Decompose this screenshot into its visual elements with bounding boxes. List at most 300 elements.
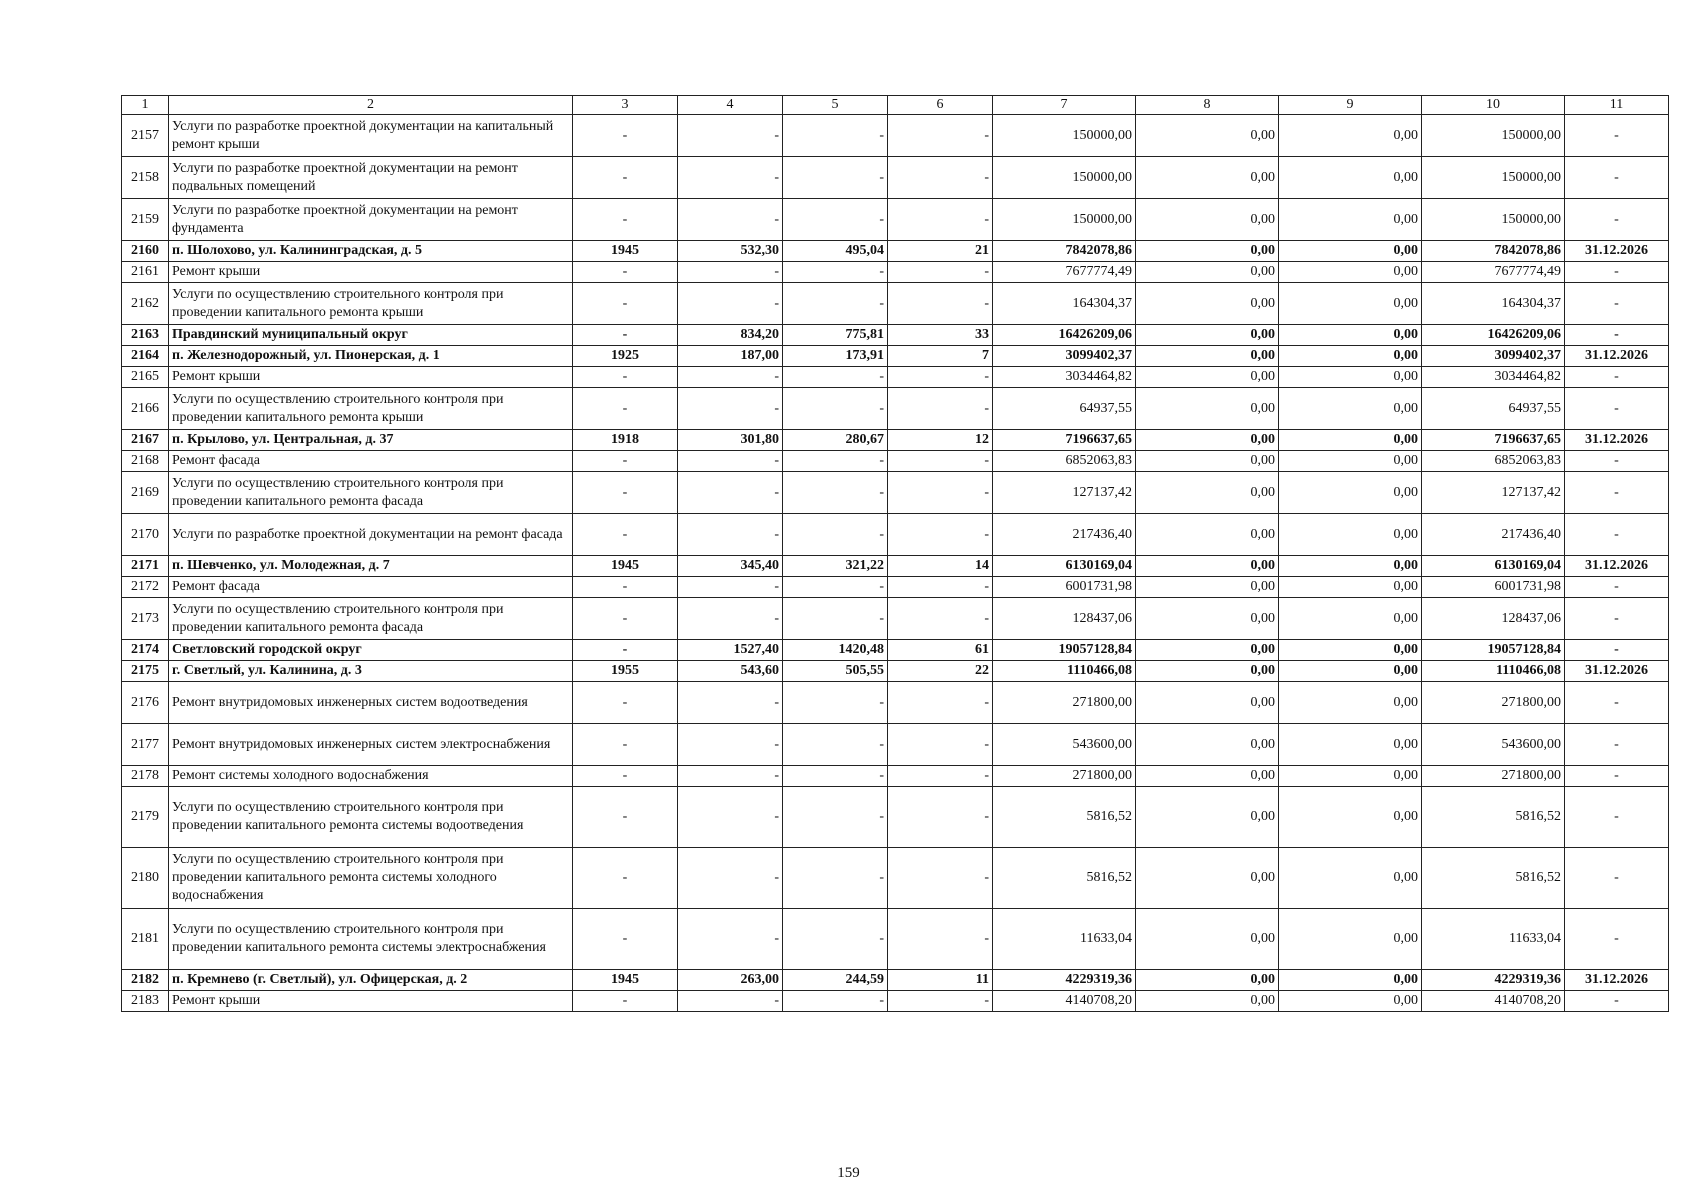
col-4-cell: -: [678, 514, 783, 556]
col-10-cell: 128437,06: [1422, 598, 1565, 640]
col-7-cell: 128437,06: [993, 598, 1136, 640]
col-6-cell: -: [888, 115, 993, 157]
col-6-cell: 61: [888, 640, 993, 661]
col-9-cell: 0,00: [1279, 787, 1422, 848]
col-4-cell: 187,00: [678, 346, 783, 367]
col-7-cell: 271800,00: [993, 766, 1136, 787]
col-5-cell: -: [783, 909, 888, 970]
col-3-cell: -: [573, 577, 678, 598]
col-3-cell: -: [573, 199, 678, 241]
col-3-cell: -: [573, 283, 678, 325]
col-3-cell: -: [573, 472, 678, 514]
col-10-cell: 6130169,04: [1422, 556, 1565, 577]
col-8-cell: 0,00: [1136, 556, 1279, 577]
row-number: 2165: [122, 367, 169, 388]
col-4-cell: -: [678, 991, 783, 1012]
col-9-cell: 0,00: [1279, 514, 1422, 556]
row-description: Услуги по разработке проектной документации на ремонт фундамента: [169, 199, 573, 241]
table-row: [122, 346, 1669, 367]
column-header: 11: [1565, 96, 1669, 115]
col-3-cell: -: [573, 115, 678, 157]
col-7-cell: 6852063,83: [993, 451, 1136, 472]
col-8-cell: 0,00: [1136, 909, 1279, 970]
col-8-cell: 0,00: [1136, 787, 1279, 848]
column-header: 1: [122, 96, 169, 115]
row-description: г. Светлый, ул. Калинина, д. 3: [169, 661, 573, 682]
row-number: 2173: [122, 598, 169, 640]
col-4-cell: -: [678, 157, 783, 199]
col-6-cell: 11: [888, 970, 993, 991]
col-5-cell: -: [783, 157, 888, 199]
col-6-cell: -: [888, 367, 993, 388]
row-description: п. Крылово, ул. Центральная, д. 37: [169, 430, 573, 451]
col-8-cell: 0,00: [1136, 577, 1279, 598]
row-number: 2180: [122, 848, 169, 909]
table-row: [122, 787, 1669, 848]
col-5-cell: 244,59: [783, 970, 888, 991]
col-5-cell: -: [783, 598, 888, 640]
col-7-cell: 7196637,65: [993, 430, 1136, 451]
col-7-cell: 5816,52: [993, 787, 1136, 848]
col-9-cell: 0,00: [1279, 157, 1422, 199]
col-9-cell: 0,00: [1279, 451, 1422, 472]
row-number: 2157: [122, 115, 169, 157]
col-6-cell: 7: [888, 346, 993, 367]
col-6-cell: 33: [888, 325, 993, 346]
row-number: 2177: [122, 724, 169, 766]
col-9-cell: 0,00: [1279, 346, 1422, 367]
col-8-cell: 0,00: [1136, 598, 1279, 640]
col-11-cell: -: [1565, 766, 1669, 787]
col-3-cell: -: [573, 640, 678, 661]
col-4-cell: -: [678, 787, 783, 848]
row-description: Ремонт фасада: [169, 577, 573, 598]
col-5-cell: -: [783, 724, 888, 766]
col-7-cell: 3099402,37: [993, 346, 1136, 367]
col-8-cell: 0,00: [1136, 724, 1279, 766]
col-8-cell: 0,00: [1136, 283, 1279, 325]
col-10-cell: 543600,00: [1422, 724, 1565, 766]
table-row: [122, 451, 1669, 472]
table-row: [122, 199, 1669, 241]
col-6-cell: -: [888, 991, 993, 1012]
table-row: [122, 430, 1669, 451]
col-4-cell: 532,30: [678, 241, 783, 262]
col-6-cell: 21: [888, 241, 993, 262]
column-header: 3: [573, 96, 678, 115]
col-5-cell: 173,91: [783, 346, 888, 367]
col-9-cell: 0,00: [1279, 682, 1422, 724]
col-7-cell: 217436,40: [993, 514, 1136, 556]
col-7-cell: 127137,42: [993, 472, 1136, 514]
col-8-cell: 0,00: [1136, 199, 1279, 241]
col-11-cell: -: [1565, 724, 1669, 766]
col-8-cell: 0,00: [1136, 514, 1279, 556]
col-3-cell: -: [573, 909, 678, 970]
col-8-cell: 0,00: [1136, 848, 1279, 909]
row-number: 2158: [122, 157, 169, 199]
table-row: [122, 640, 1669, 661]
row-number: 2169: [122, 472, 169, 514]
col-6-cell: -: [888, 514, 993, 556]
col-8-cell: 0,00: [1136, 262, 1279, 283]
col-6-cell: -: [888, 682, 993, 724]
col-8-cell: 0,00: [1136, 472, 1279, 514]
col-5-cell: -: [783, 991, 888, 1012]
row-number: 2182: [122, 970, 169, 991]
col-5-cell: -: [783, 283, 888, 325]
col-3-cell: -: [573, 451, 678, 472]
col-9-cell: 0,00: [1279, 556, 1422, 577]
col-9-cell: 0,00: [1279, 199, 1422, 241]
col-9-cell: 0,00: [1279, 283, 1422, 325]
col-10-cell: 217436,40: [1422, 514, 1565, 556]
column-header: 7: [993, 96, 1136, 115]
col-3-cell: -: [573, 514, 678, 556]
table-row: [122, 682, 1669, 724]
col-6-cell: -: [888, 766, 993, 787]
table-row: [122, 661, 1669, 682]
col-8-cell: 0,00: [1136, 766, 1279, 787]
col-10-cell: 150000,00: [1422, 115, 1565, 157]
col-7-cell: 150000,00: [993, 157, 1136, 199]
row-number: 2159: [122, 199, 169, 241]
col-6-cell: -: [888, 848, 993, 909]
col-3-cell: -: [573, 262, 678, 283]
col-5-cell: -: [783, 262, 888, 283]
col-4-cell: -: [678, 451, 783, 472]
col-5-cell: -: [783, 115, 888, 157]
col-5-cell: 495,04: [783, 241, 888, 262]
col-4-cell: -: [678, 367, 783, 388]
col-11-cell: 31.12.2026: [1565, 241, 1669, 262]
col-3-cell: 1955: [573, 661, 678, 682]
col-11-cell: -: [1565, 199, 1669, 241]
col-9-cell: 0,00: [1279, 848, 1422, 909]
col-8-cell: 0,00: [1136, 367, 1279, 388]
row-description: п. Шолохово, ул. Калининградская, д. 5: [169, 241, 573, 262]
col-9-cell: 0,00: [1279, 909, 1422, 970]
col-7-cell: 1110466,08: [993, 661, 1136, 682]
col-4-cell: -: [678, 909, 783, 970]
row-number: 2174: [122, 640, 169, 661]
row-description: Ремонт системы холодного водоснабжения: [169, 766, 573, 787]
col-9-cell: 0,00: [1279, 388, 1422, 430]
col-9-cell: 0,00: [1279, 598, 1422, 640]
col-10-cell: 5816,52: [1422, 787, 1565, 848]
table-row: [122, 577, 1669, 598]
row-description: Услуги по разработке проектной документации на ремонт фасада: [169, 514, 573, 556]
col-3-cell: 1945: [573, 970, 678, 991]
col-9-cell: 0,00: [1279, 472, 1422, 514]
row-number: 2161: [122, 262, 169, 283]
col-10-cell: 7677774,49: [1422, 262, 1565, 283]
col-7-cell: 164304,37: [993, 283, 1136, 325]
col-7-cell: 3034464,82: [993, 367, 1136, 388]
col-5-cell: -: [783, 514, 888, 556]
row-description: Услуги по осуществлению строительного контроля при проведении капитального ремонта крыши: [169, 283, 573, 325]
row-number: 2183: [122, 991, 169, 1012]
row-number: 2178: [122, 766, 169, 787]
col-7-cell: 7677774,49: [993, 262, 1136, 283]
row-number: 2172: [122, 577, 169, 598]
row-number: 2168: [122, 451, 169, 472]
col-11-cell: -: [1565, 325, 1669, 346]
col-3-cell: -: [573, 724, 678, 766]
row-description: Ремонт крыши: [169, 367, 573, 388]
col-5-cell: -: [783, 787, 888, 848]
col-5-cell: 321,22: [783, 556, 888, 577]
col-11-cell: -: [1565, 283, 1669, 325]
col-7-cell: 543600,00: [993, 724, 1136, 766]
row-description: Услуги по разработке проектной документации на ремонт подвальных помещений: [169, 157, 573, 199]
row-description: Ремонт внутридомовых инженерных систем электроснабжения: [169, 724, 573, 766]
col-9-cell: 0,00: [1279, 640, 1422, 661]
col-5-cell: 775,81: [783, 325, 888, 346]
table-row: [122, 325, 1669, 346]
col-7-cell: 7842078,86: [993, 241, 1136, 262]
col-8-cell: 0,00: [1136, 346, 1279, 367]
table-row: [122, 367, 1669, 388]
col-11-cell: -: [1565, 909, 1669, 970]
row-description: Светловский городской округ: [169, 640, 573, 661]
col-4-cell: -: [678, 724, 783, 766]
col-3-cell: -: [573, 766, 678, 787]
col-7-cell: 6001731,98: [993, 577, 1136, 598]
col-8-cell: 0,00: [1136, 682, 1279, 724]
col-8-cell: 0,00: [1136, 451, 1279, 472]
table-row: [122, 556, 1669, 577]
col-3-cell: 1945: [573, 241, 678, 262]
table-row: [122, 724, 1669, 766]
col-10-cell: 64937,55: [1422, 388, 1565, 430]
col-9-cell: 0,00: [1279, 430, 1422, 451]
col-3-cell: 1945: [573, 556, 678, 577]
col-5-cell: -: [783, 388, 888, 430]
col-11-cell: -: [1565, 388, 1669, 430]
col-3-cell: -: [573, 367, 678, 388]
col-10-cell: 3099402,37: [1422, 346, 1565, 367]
col-7-cell: 64937,55: [993, 388, 1136, 430]
col-3-cell: -: [573, 682, 678, 724]
table-row: [122, 262, 1669, 283]
table-row: [122, 766, 1669, 787]
col-7-cell: 16426209,06: [993, 325, 1136, 346]
row-description: Правдинский муниципальный округ: [169, 325, 573, 346]
row-description: Ремонт внутридомовых инженерных систем водоотведения: [169, 682, 573, 724]
col-11-cell: -: [1565, 577, 1669, 598]
row-number: 2160: [122, 241, 169, 262]
col-7-cell: 271800,00: [993, 682, 1136, 724]
col-5-cell: -: [783, 848, 888, 909]
col-10-cell: 7196637,65: [1422, 430, 1565, 451]
column-header: 2: [169, 96, 573, 115]
col-8-cell: 0,00: [1136, 325, 1279, 346]
row-number: 2179: [122, 787, 169, 848]
col-10-cell: 164304,37: [1422, 283, 1565, 325]
col-4-cell: -: [678, 283, 783, 325]
col-6-cell: -: [888, 157, 993, 199]
row-description: Ремонт фасада: [169, 451, 573, 472]
col-9-cell: 0,00: [1279, 262, 1422, 283]
col-5-cell: -: [783, 472, 888, 514]
col-10-cell: 5816,52: [1422, 848, 1565, 909]
col-5-cell: 280,67: [783, 430, 888, 451]
col-11-cell: -: [1565, 157, 1669, 199]
col-10-cell: 6852063,83: [1422, 451, 1565, 472]
col-11-cell: -: [1565, 598, 1669, 640]
col-11-cell: -: [1565, 848, 1669, 909]
col-7-cell: 4140708,20: [993, 991, 1136, 1012]
col-10-cell: 19057128,84: [1422, 640, 1565, 661]
col-7-cell: 4229319,36: [993, 970, 1136, 991]
column-header: 9: [1279, 96, 1422, 115]
col-3-cell: 1925: [573, 346, 678, 367]
col-7-cell: 11633,04: [993, 909, 1136, 970]
col-5-cell: -: [783, 682, 888, 724]
col-10-cell: 7842078,86: [1422, 241, 1565, 262]
col-6-cell: -: [888, 472, 993, 514]
col-7-cell: 150000,00: [993, 199, 1136, 241]
col-8-cell: 0,00: [1136, 157, 1279, 199]
col-10-cell: 11633,04: [1422, 909, 1565, 970]
col-10-cell: 150000,00: [1422, 199, 1565, 241]
row-number: 2181: [122, 909, 169, 970]
col-11-cell: 31.12.2026: [1565, 970, 1669, 991]
col-9-cell: 0,00: [1279, 325, 1422, 346]
col-3-cell: -: [573, 157, 678, 199]
row-number: 2164: [122, 346, 169, 367]
col-10-cell: 4229319,36: [1422, 970, 1565, 991]
col-4-cell: 1527,40: [678, 640, 783, 661]
col-5-cell: -: [783, 577, 888, 598]
col-8-cell: 0,00: [1136, 241, 1279, 262]
col-10-cell: 271800,00: [1422, 766, 1565, 787]
col-11-cell: -: [1565, 514, 1669, 556]
table-row: [122, 598, 1669, 640]
col-4-cell: -: [678, 848, 783, 909]
col-9-cell: 0,00: [1279, 724, 1422, 766]
col-10-cell: 16426209,06: [1422, 325, 1565, 346]
col-6-cell: -: [888, 577, 993, 598]
col-11-cell: -: [1565, 682, 1669, 724]
col-4-cell: -: [678, 472, 783, 514]
col-3-cell: -: [573, 787, 678, 848]
row-description: Услуги по осуществлению строительного контроля при проведении капитального ремонта крыши: [169, 388, 573, 430]
col-11-cell: -: [1565, 787, 1669, 848]
col-5-cell: 505,55: [783, 661, 888, 682]
table-row: [122, 115, 1669, 157]
table-row: [122, 388, 1669, 430]
col-3-cell: -: [573, 598, 678, 640]
row-number: 2175: [122, 661, 169, 682]
col-6-cell: -: [888, 388, 993, 430]
row-description: п. Кремнево (г. Светлый), ул. Офицерская, д. 2: [169, 970, 573, 991]
row-description: п. Железнодорожный, ул. Пионерская, д. 1: [169, 346, 573, 367]
col-10-cell: 6001731,98: [1422, 577, 1565, 598]
col-8-cell: 0,00: [1136, 661, 1279, 682]
col-7-cell: 150000,00: [993, 115, 1136, 157]
col-10-cell: 3034464,82: [1422, 367, 1565, 388]
col-6-cell: 12: [888, 430, 993, 451]
row-description: Услуги по осуществлению строительного контроля при проведении капитального ремонта фасада: [169, 472, 573, 514]
col-9-cell: 0,00: [1279, 970, 1422, 991]
col-10-cell: 4140708,20: [1422, 991, 1565, 1012]
row-number: 2171: [122, 556, 169, 577]
row-description: Услуги по осуществлению строительного контроля при проведении капитального ремонта системы холодного водоснабжения: [169, 848, 573, 909]
col-4-cell: -: [678, 598, 783, 640]
row-description: Услуги по осуществлению строительного контроля при проведении капитального ремонта системы электроснабжения: [169, 909, 573, 970]
row-number: 2176: [122, 682, 169, 724]
col-4-cell: -: [678, 766, 783, 787]
table-row: [122, 514, 1669, 556]
col-9-cell: 0,00: [1279, 991, 1422, 1012]
col-3-cell: -: [573, 991, 678, 1012]
col-4-cell: -: [678, 577, 783, 598]
col-9-cell: 0,00: [1279, 661, 1422, 682]
col-9-cell: 0,00: [1279, 241, 1422, 262]
col-5-cell: -: [783, 367, 888, 388]
col-4-cell: -: [678, 682, 783, 724]
table-row: [122, 157, 1669, 199]
row-description: Услуги по осуществлению строительного контроля при проведении капитального ремонта системы водоотведения: [169, 787, 573, 848]
table-row: [122, 283, 1669, 325]
col-9-cell: 0,00: [1279, 367, 1422, 388]
col-5-cell: -: [783, 451, 888, 472]
table-row: [122, 848, 1669, 909]
row-number: 2170: [122, 514, 169, 556]
col-10-cell: 1110466,08: [1422, 661, 1565, 682]
col-6-cell: -: [888, 787, 993, 848]
col-3-cell: -: [573, 848, 678, 909]
col-5-cell: 1420,48: [783, 640, 888, 661]
col-3-cell: -: [573, 388, 678, 430]
col-11-cell: -: [1565, 367, 1669, 388]
row-description: Услуги по разработке проектной документации на капитальный ремонт крыши: [169, 115, 573, 157]
col-9-cell: 0,00: [1279, 115, 1422, 157]
row-number: 2167: [122, 430, 169, 451]
col-8-cell: 0,00: [1136, 970, 1279, 991]
col-6-cell: 22: [888, 661, 993, 682]
col-10-cell: 150000,00: [1422, 157, 1565, 199]
page-number: 159: [837, 1165, 860, 1181]
column-header: 8: [1136, 96, 1279, 115]
col-9-cell: 0,00: [1279, 577, 1422, 598]
col-11-cell: 31.12.2026: [1565, 661, 1669, 682]
col-11-cell: -: [1565, 262, 1669, 283]
col-6-cell: -: [888, 598, 993, 640]
col-6-cell: -: [888, 262, 993, 283]
data-table: [121, 95, 1669, 1012]
col-11-cell: -: [1565, 472, 1669, 514]
col-6-cell: -: [888, 199, 993, 241]
col-6-cell: -: [888, 724, 993, 766]
col-4-cell: -: [678, 199, 783, 241]
row-number: 2162: [122, 283, 169, 325]
col-3-cell: 1918: [573, 430, 678, 451]
column-header: 5: [783, 96, 888, 115]
col-8-cell: 0,00: [1136, 388, 1279, 430]
col-8-cell: 0,00: [1136, 430, 1279, 451]
col-5-cell: -: [783, 766, 888, 787]
col-11-cell: -: [1565, 991, 1669, 1012]
row-description: Ремонт крыши: [169, 262, 573, 283]
column-header: 4: [678, 96, 783, 115]
col-4-cell: -: [678, 262, 783, 283]
col-11-cell: 31.12.2026: [1565, 430, 1669, 451]
column-header: 10: [1422, 96, 1565, 115]
col-4-cell: 345,40: [678, 556, 783, 577]
